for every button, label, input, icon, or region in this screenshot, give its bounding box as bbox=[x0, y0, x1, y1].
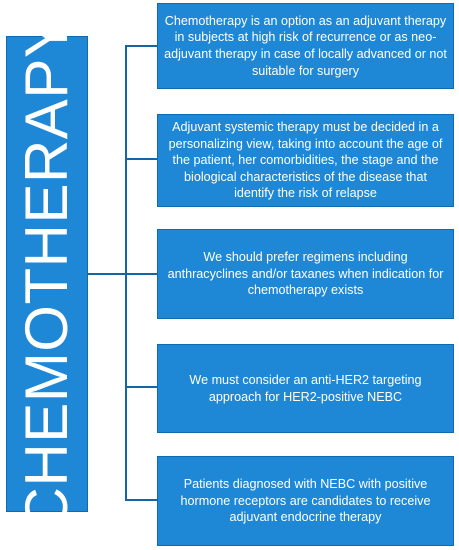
connector-branch-4 bbox=[125, 386, 157, 388]
info-box-endocrine-therapy bbox=[157, 456, 454, 546]
connector-branch-5 bbox=[125, 499, 157, 501]
info-box-text: We must consider an anti-HER2 targeting approach for HER2-positive NEBC bbox=[189, 372, 422, 404]
connector-stem bbox=[88, 273, 126, 275]
connector-branch-1 bbox=[125, 45, 157, 47]
info-box-text: Adjuvant systemic therapy must be decided in a personalizing view, taking into account the age of the patient, her comorbidities, the stage and the biological characteristics of the disease that identify the risk of relapse bbox=[168, 119, 443, 201]
connector-branch-3 bbox=[125, 273, 157, 275]
info-box-anti-her2 bbox=[157, 344, 454, 433]
info-box-text: Patients diagnosed with NEBC with positive hormone receptors are candidates to receive adjuvant endocrine therapy bbox=[180, 477, 431, 525]
info-box-regimens bbox=[157, 229, 454, 319]
info-box-text: Chemotherapy is an option as an adjuvant therapy in subjects at high risk of recurrence or as neo-adjuvant therapy in case of locally advanced or not suitable for surgery bbox=[164, 13, 447, 78]
diagram-title: CHEMOTHERAPY bbox=[13, 17, 80, 531]
info-box-personalized-therapy bbox=[157, 114, 454, 207]
info-box-chemo-option bbox=[157, 3, 454, 89]
info-box-text: We should prefer regimens including anthracyclines and/or taxanes when indication for chemotherapy exists bbox=[167, 250, 444, 298]
connector-branch-2 bbox=[125, 158, 157, 160]
